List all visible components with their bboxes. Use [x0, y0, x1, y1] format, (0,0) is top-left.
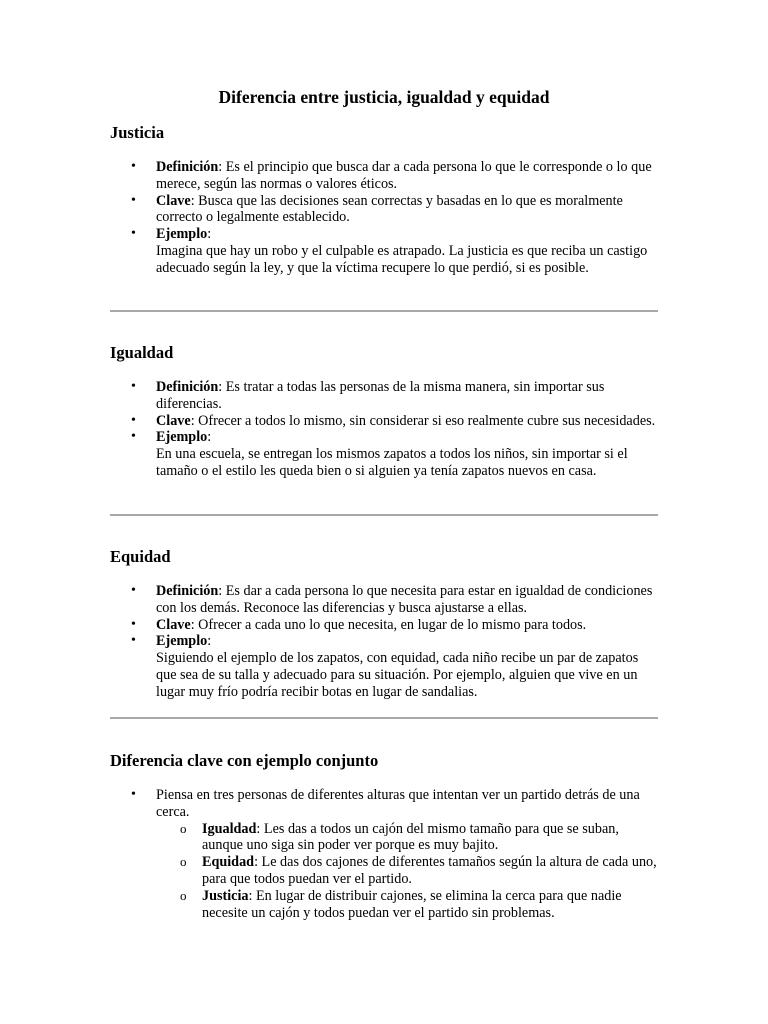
ejemplo-text: Imagina que hay un robo y el culpable es atrapado. La justicia es que reciba un castigo adecuado según la ley, y que la víctima recupere lo que perdió, si es posible.	[156, 242, 648, 276]
clave-label: Clave	[156, 192, 191, 209]
document-title: Diferencia entre justicia, igualdad y equidad	[218, 87, 550, 107]
item-text: : En lugar de distribuir cajones, se elimina la cerca para que nadie necesite un cajón y todos puedan ver el partido sin problemas.	[202, 887, 622, 921]
section-divider	[110, 514, 658, 516]
item-label: Igualdad	[202, 820, 257, 837]
ejemplo-text: En una escuela, se entregan los mismos zapatos a todos los niños, sin importar si el tamaño o el estilo les queda bien o si alguien ya tenía zapatos nuevos en casa.	[156, 446, 628, 479]
list-conjunto	[110, 787, 662, 921]
list-item-clave	[110, 617, 662, 634]
list-item-ejemplo	[110, 429, 662, 479]
ejemplo-colon: :	[207, 429, 212, 446]
clave-text: : Busca que las decisiones sean correctas y basadas en lo que es moralmente correcto o legalmente establecido.	[156, 192, 623, 226]
clave-text: : Ofrecer a todos lo mismo, sin considerar si eso realmente cubre sus necesidades.	[190, 412, 656, 429]
item-label: Equidad	[202, 854, 255, 871]
heading-justicia: Justicia	[110, 123, 165, 142]
intro-text: Piensa en tres personas de diferentes alturas que intentan ver un partido detrás de una cerca.	[156, 787, 640, 820]
definicion-label: Definición	[156, 583, 219, 599]
ejemplo-label: Ejemplo	[156, 226, 208, 243]
list-item-intro	[110, 787, 662, 921]
list-item-ejemplo	[110, 226, 662, 276]
ejemplo-label: Ejemplo	[156, 429, 208, 446]
list-justicia	[110, 159, 662, 277]
ejemplo-label: Ejemplo	[156, 633, 208, 650]
definicion-text: : Es dar a cada persona lo que necesita para estar en igualdad de condiciones con los demás. Reconoce las diferencias y busca ajustarse a ellas.	[156, 583, 653, 616]
definicion-label: Definición	[156, 379, 219, 395]
ejemplo-text: Siguiendo el ejemplo de los zapatos, con equidad, cada niño recibe un par de zapatos que sea de su talla y adecuado para su situación. Por ejemplo, alguien que vive en un lugar muy frío podría recibir botas en lugar de sandalias.	[156, 650, 639, 700]
sublist-conjunto	[156, 821, 662, 922]
clave-text: : Ofrecer a cada uno lo que necesita, en lugar de lo mismo para todos.	[190, 616, 587, 633]
definicion-label: Definición	[156, 159, 219, 175]
definicion-text: : Es tratar a todas las personas de la misma manera, sin importar sus diferencias.	[156, 379, 605, 412]
list-igualdad	[110, 379, 662, 480]
ejemplo-colon: :	[207, 226, 212, 243]
list-item-definicion	[110, 159, 662, 193]
item-text: : Le das dos cajones de diferentes tamaños según la altura de cada uno, para que todos puedan ver el partido.	[202, 854, 657, 887]
clave-label: Clave	[156, 616, 191, 633]
list-item-definicion	[110, 379, 662, 413]
definicion-text: : Es el principio que busca dar a cada persona lo que le corresponde o lo que merece, según las normas o valores éticos.	[156, 159, 652, 192]
list-item-clave	[110, 193, 662, 227]
list-equidad	[110, 583, 662, 701]
section-divider	[110, 310, 658, 312]
list-item-clave	[110, 413, 662, 430]
heading-diferencia-clave: Diferencia clave con ejemplo conjunto	[110, 751, 379, 770]
list-item-ejemplo	[110, 633, 662, 700]
item-label: Justicia	[202, 887, 249, 904]
section-divider	[110, 717, 658, 719]
sublist-item-equidad	[156, 854, 662, 888]
ejemplo-colon: :	[207, 633, 212, 650]
clave-label: Clave	[156, 412, 191, 429]
heading-equidad: Equidad	[110, 547, 171, 566]
item-text: : Les das a todos un cajón del mismo tamaño para que se suban, aunque uno siga sin poder ver porque es muy bajito.	[202, 820, 619, 854]
list-item-definicion	[110, 583, 662, 617]
sublist-item-igualdad	[156, 821, 662, 855]
sublist-item-justicia	[156, 888, 662, 922]
heading-igualdad: Igualdad	[110, 343, 174, 362]
